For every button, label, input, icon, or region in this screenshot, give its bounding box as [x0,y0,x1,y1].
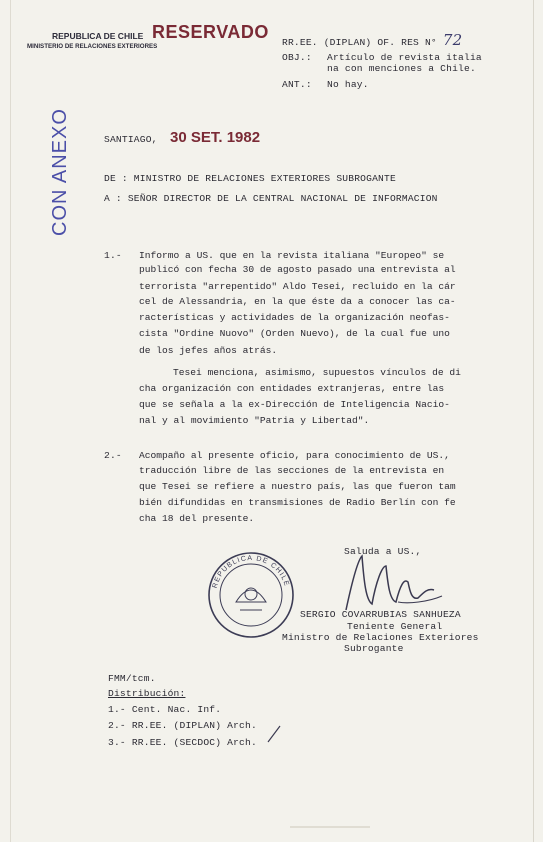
signatory-rank: Teniente General [347,621,443,632]
para1-line: racterísticas y actividades de la organización neofas- [139,312,450,323]
reference-obj-label: OBJ.: [282,52,312,63]
right-page-edge [533,0,534,842]
para2-line: traducción libre de las secciones de la entrevista en [139,465,445,476]
para1b-line: cha organización con entidades extranjeras, entre las [139,383,445,394]
from-line: DE : MINISTRO DE RELACIONES EXTERIORES SUBROGANTE [104,173,396,184]
seal-icon [206,550,296,640]
closing: Saluda a US., [344,546,422,557]
letterhead-ministry: MINISTERIO DE RELACIONES EXTERIORES [27,43,158,50]
para1-line: de los jefes años atrás. [139,345,278,356]
svg-text:REPUBLICA DE CHILE [212,555,290,589]
distribution-item: 1.- Cent. Nac. Inf. [108,704,222,715]
handwritten-signature [338,552,448,614]
bottom-artifact [290,826,370,828]
to-line: A : SEÑOR DIRECTOR DE LA CENTRAL NACIONAL DE INFORMACION [104,193,438,204]
para2-line: que Tesei se refiere a nuestro país, las que fueron tam [139,481,456,492]
para2-line: Acompaño al presente oficio, para conocimiento de US., [139,450,450,461]
reference-res-line [282,31,462,49]
check-mark-icon [266,724,282,748]
initials: FMM/tcm. [108,673,156,684]
con-anexo-stamp: CON ANEXO [49,108,71,236]
signatory-subtitle: Subrogante [344,643,404,654]
para2-line: cha 18 del presente. [139,513,255,524]
para1-number: 1.- [104,250,122,261]
para2-number: 2.- [104,450,122,461]
distribution-item: 3.- RR.EE. (SECDOC) Arch. [108,737,257,748]
reference-res-number: 72 [442,31,463,49]
date-stamp: 30 SET. 1982 [170,129,261,146]
distribution-label: Distribución: [108,688,186,699]
reference-res-text: RR.EE. (DIPLAN) OF. RES N° [282,37,437,48]
seal-text: REPUBLICA DE CHILE [211,554,290,589]
place: SANTIAGO, [104,134,158,145]
para1-line: Informo a US. que en la revista italiana "Europeo" se [139,250,445,261]
para1-line: publicó con fecha 30 de agosto pasado una entrevista al [139,264,456,275]
para1-line: cel de Alessandria, en la que éste da a conocer las ca- [139,296,456,307]
para1b-line: Tesei menciona, asimismo, supuestos vínculos de di [173,367,461,378]
distribution-item: 2.- RR.EE. (DIPLAN) Arch. [108,720,257,731]
reference-ant-value: No hay. [327,79,369,90]
left-page-edge [10,0,11,842]
reservado-stamp: RESERVADO [152,22,269,42]
para1b-line: nal y al movimiento "Patria y Libertad". [139,415,370,426]
letterhead-country: REPUBLICA DE CHILE [52,31,144,41]
reference-obj-line2: na con menciones a Chile. [327,63,476,74]
para1-line: cista "Ordine Nuovo" (Orden Nuevo), de la cual fue uno [139,328,450,339]
signatory-name: SERGIO COVARRUBIAS SANHUEZA [300,609,461,620]
para1-line: terrorista "arrepentido" Aldo Tesei, recluido en la cár [139,281,456,292]
reference-ant-label: ANT.: [282,79,312,90]
signatory-title: Ministro de Relaciones Exteriores [282,632,479,643]
para2-line: bién difundidas en transmisiones de Radio Berlín con fe [139,497,456,508]
para1b-line: que se señala a la ex-Dirección de Inteligencia Nacio- [139,399,450,410]
official-seal [206,550,296,640]
reference-obj-line1: Artículo de revista italia [327,52,482,63]
